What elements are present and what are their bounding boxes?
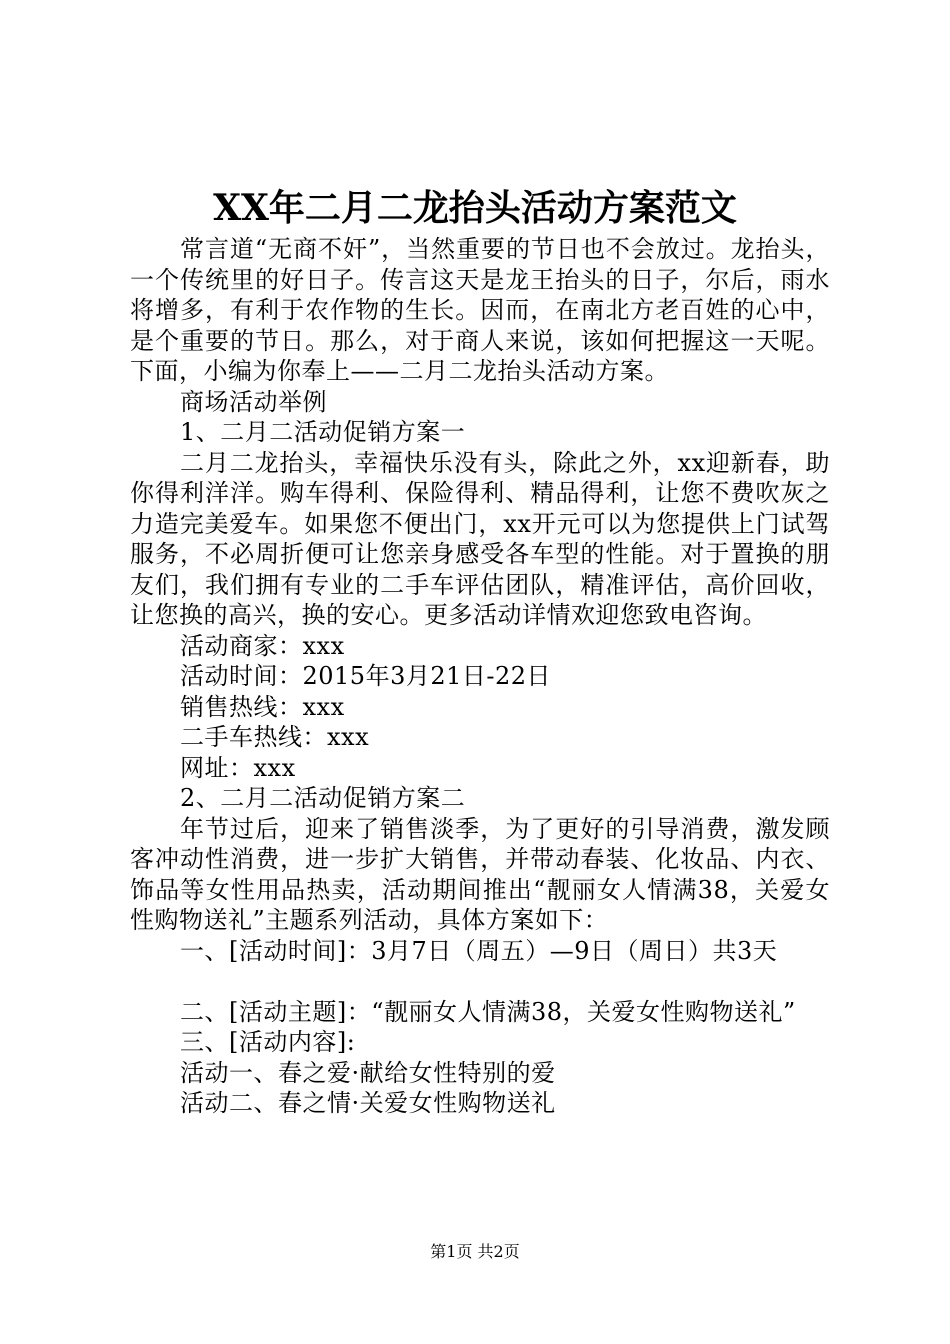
blank-line bbox=[130, 966, 830, 997]
item1-line: 一、[活动时间]：3月7日（周五）—9日（周日）共3天 bbox=[180, 936, 778, 965]
time-line: 活动时间：2015年3月21日-22日 bbox=[180, 662, 552, 690]
plan1-heading: 1、二月二活动促销方案一 bbox=[180, 418, 466, 446]
intro-paragraph: 常言道“无商不奸”，当然重要的节日也不会放过。龙抬头，一个传统里的好日子。传言这天是龙王抬头的日子，尔后，雨水将增多，有利于农作物的生长。因而，在南北方老百姓的心中，是个重要的节日。那么，对于商人来说，该如何把握这一天呢。下面，小编为你奉上——二月二龙抬头活动方案。 bbox=[130, 235, 830, 385]
website-line: 网址：xxx bbox=[180, 753, 296, 782]
sales-hotline-line: 销售热线：xxx bbox=[180, 692, 345, 721]
section-heading: 商场活动举例 bbox=[180, 387, 327, 416]
activity1-line: 活动一、春之爱·献给女性特别的爱 bbox=[180, 1058, 556, 1087]
plan2-heading: 2、二月二活动促销方案二 bbox=[180, 784, 466, 812]
document-title: XX年二月二龙抬头活动方案范文 bbox=[213, 187, 737, 229]
merchant-line: 活动商家：xxx bbox=[180, 631, 345, 660]
item3-line: 三、[活动内容]: bbox=[180, 1028, 356, 1056]
item2-line: 二、[活动主题]：“靓丽女人情满38，关爱女性购物送礼” bbox=[180, 997, 796, 1026]
activity2-line: 活动二、春之情·关爱女性购物送礼 bbox=[180, 1089, 556, 1117]
document-body bbox=[130, 234, 830, 1119]
plan2-paragraph: 年节过后，迎来了销售淡季，为了更好的引导消费，激发顾客冲动性消费，进一步扩大销售，并带动春装、化妆品、内衣、饰品等女性用品热卖，活动期间推出“靓丽女人情满38，关爱女性购物送礼”主题系列活动，具体方案如下： bbox=[130, 814, 830, 934]
page-footer: 第1页 共2页 bbox=[430, 1242, 520, 1261]
used-car-hotline-line: 二手车热线：xxx bbox=[180, 723, 370, 751]
plan1-paragraph: 二月二龙抬头，幸福快乐没有头，除此之外，xx迎新春，助你得利洋洋。购车得利、保险得利、精品得利，让您不费吹灰之力造完美爱车。如果您不便出门，xx开元可以为您提供上门试驾服务，不必周折便可让您亲身感受各车型的性能。对于置换的朋友们，我们拥有专业的二手车评估团队，精准评估，高价回收，让您换的高兴，换的安心。更多活动详情欢迎您致电咨询。 bbox=[130, 448, 830, 629]
